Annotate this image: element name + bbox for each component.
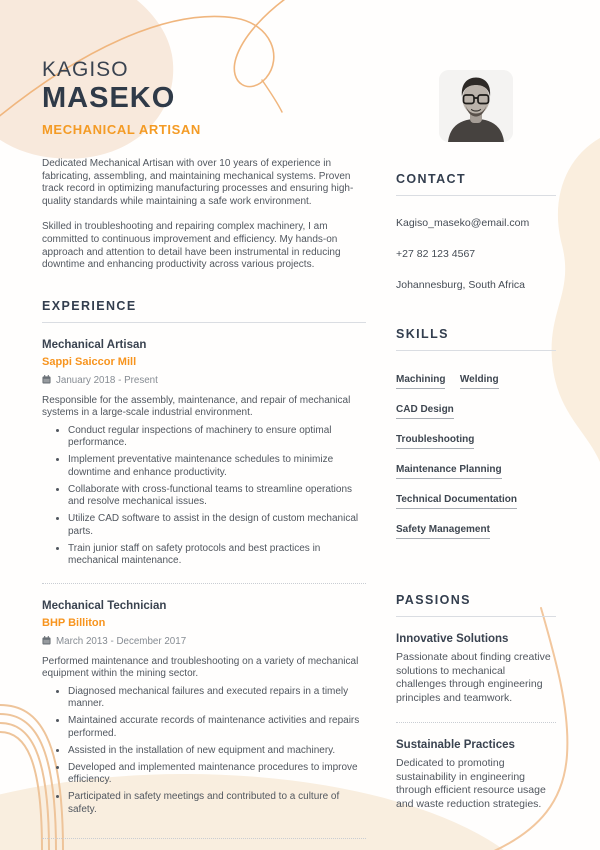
first-name: KAGISO: [42, 58, 129, 81]
passion-text: Passionate about finding creative solutions to mechanical challenges through engineering principles and teamwork.: [396, 651, 551, 704]
professional-title: MECHANICAL ARTISAN: [42, 122, 201, 137]
passion-entry: [396, 739, 556, 811]
contact-heading: CONTACT: [396, 172, 556, 196]
experience-entry: [42, 339, 366, 568]
job-title: Mechanical Artisan: [42, 338, 147, 351]
calendar-icon: [42, 375, 51, 387]
job-bullet: • Conduct regular inspections of machinery to ensure optimal performance.: [68, 425, 366, 450]
job-description: Responsible for the assembly, maintenance, and repair of mechanical systems in a large-scale industrial environment.: [42, 394, 351, 419]
passions-section: [396, 593, 556, 811]
contact-phone: +27 82 123 4567: [396, 248, 476, 260]
left-column: [42, 58, 366, 839]
passion-entry: [396, 633, 556, 705]
contact-location: Johannesburg, South Africa: [396, 279, 526, 291]
job-bullet: • Assisted in the installation of new equipment and machinery.: [68, 745, 366, 758]
job-bullet: • Developed and implemented maintenance procedures to improve efficiency.: [68, 762, 366, 787]
summary-paragraph: Dedicated Mechanical Artisan with over 10 years of experience in fabricating, assembling, and maintaining mechanical systems. Proven track record in optimizing manufacturing processes and ensuring high-quality standards while maintaining a safe work environment.: [42, 158, 354, 207]
job-bullet: • Diagnosed mechanical failures and executed repairs in a timely manner.: [68, 686, 366, 711]
job-date-text: January 2018 - Present: [56, 375, 158, 387]
passion-text: Dedicated to promoting sustainability in engineering through efficient resource usage and waste reduction strategies.: [396, 757, 546, 810]
contact-section: [396, 172, 556, 291]
job-bullet: • Train junior staff on safety protocols and best practices in mechanical maintenance.: [68, 543, 366, 568]
job-dates: [42, 636, 366, 648]
last-name: MASEKO: [42, 82, 176, 114]
skill-tag: Welding: [460, 374, 499, 389]
skill-tag: Machining: [396, 374, 445, 389]
summary-paragraph: Skilled in troubleshooting and repairing complex machinery, I am committed to continuous improvement and efficiency. My hands-on approach and attention to detail have been instrumental in reducing downtime and enhancing productivity across various projects.: [42, 221, 341, 271]
job-bullet-list: [42, 686, 366, 817]
passion-title: Sustainable Practices: [396, 739, 515, 751]
skills-section: [396, 327, 556, 549]
skills-heading: SKILLS: [396, 327, 556, 351]
experience-section: [42, 299, 366, 840]
job-description: Performed maintenance and troubleshooting on a variety of mechanical equipment within the mining sector.: [42, 655, 359, 680]
passion-title: Innovative Solutions: [396, 633, 509, 645]
job-bullet: • Participated in safety meetings and contributed to a culture of safety.: [68, 791, 366, 816]
job-bullet-list: [42, 425, 366, 568]
portrait-illustration: [439, 70, 513, 142]
job-title: Mechanical Technician: [42, 599, 167, 612]
name-header: [42, 58, 366, 137]
job-bullet: • Implement preventative maintenance schedules to minimize downtime and enhance productivity.: [68, 454, 366, 479]
passion-divider: [396, 722, 556, 723]
calendar-icon: [42, 636, 51, 648]
section-divider: [42, 583, 366, 584]
experience-heading: EXPERIENCE: [42, 299, 366, 323]
right-column: [396, 58, 556, 839]
skill-tag: Troubleshooting: [396, 434, 474, 449]
job-bullet: • Collaborate with cross-functional teams to streamline operations and resolve mechanical issues.: [68, 484, 366, 509]
job-company: Sappi Saiccor Mill: [42, 355, 137, 368]
skill-tag: CAD Design: [396, 404, 454, 419]
job-date-text: March 2013 - December 2017: [56, 636, 187, 648]
job-dates: [42, 375, 366, 387]
job-bullet: • Utilize CAD software to assist in the design of custom mechanical parts.: [68, 513, 366, 538]
contact-email: Kagiso_maseko@email.com: [396, 217, 530, 229]
skill-tag: Technical Documentation: [396, 494, 517, 509]
skill-tag: Safety Management: [396, 524, 490, 539]
skill-tag: Maintenance Planning: [396, 464, 502, 479]
skills-list: [396, 369, 556, 549]
section-divider: [42, 838, 366, 839]
profile-photo: [439, 70, 513, 142]
job-bullet: • Maintained accurate records of maintenance activities and repairs performed.: [68, 715, 366, 740]
experience-entry: [42, 600, 366, 817]
passions-heading: PASSIONS: [396, 593, 556, 617]
job-company: BHP Billiton: [42, 616, 106, 629]
